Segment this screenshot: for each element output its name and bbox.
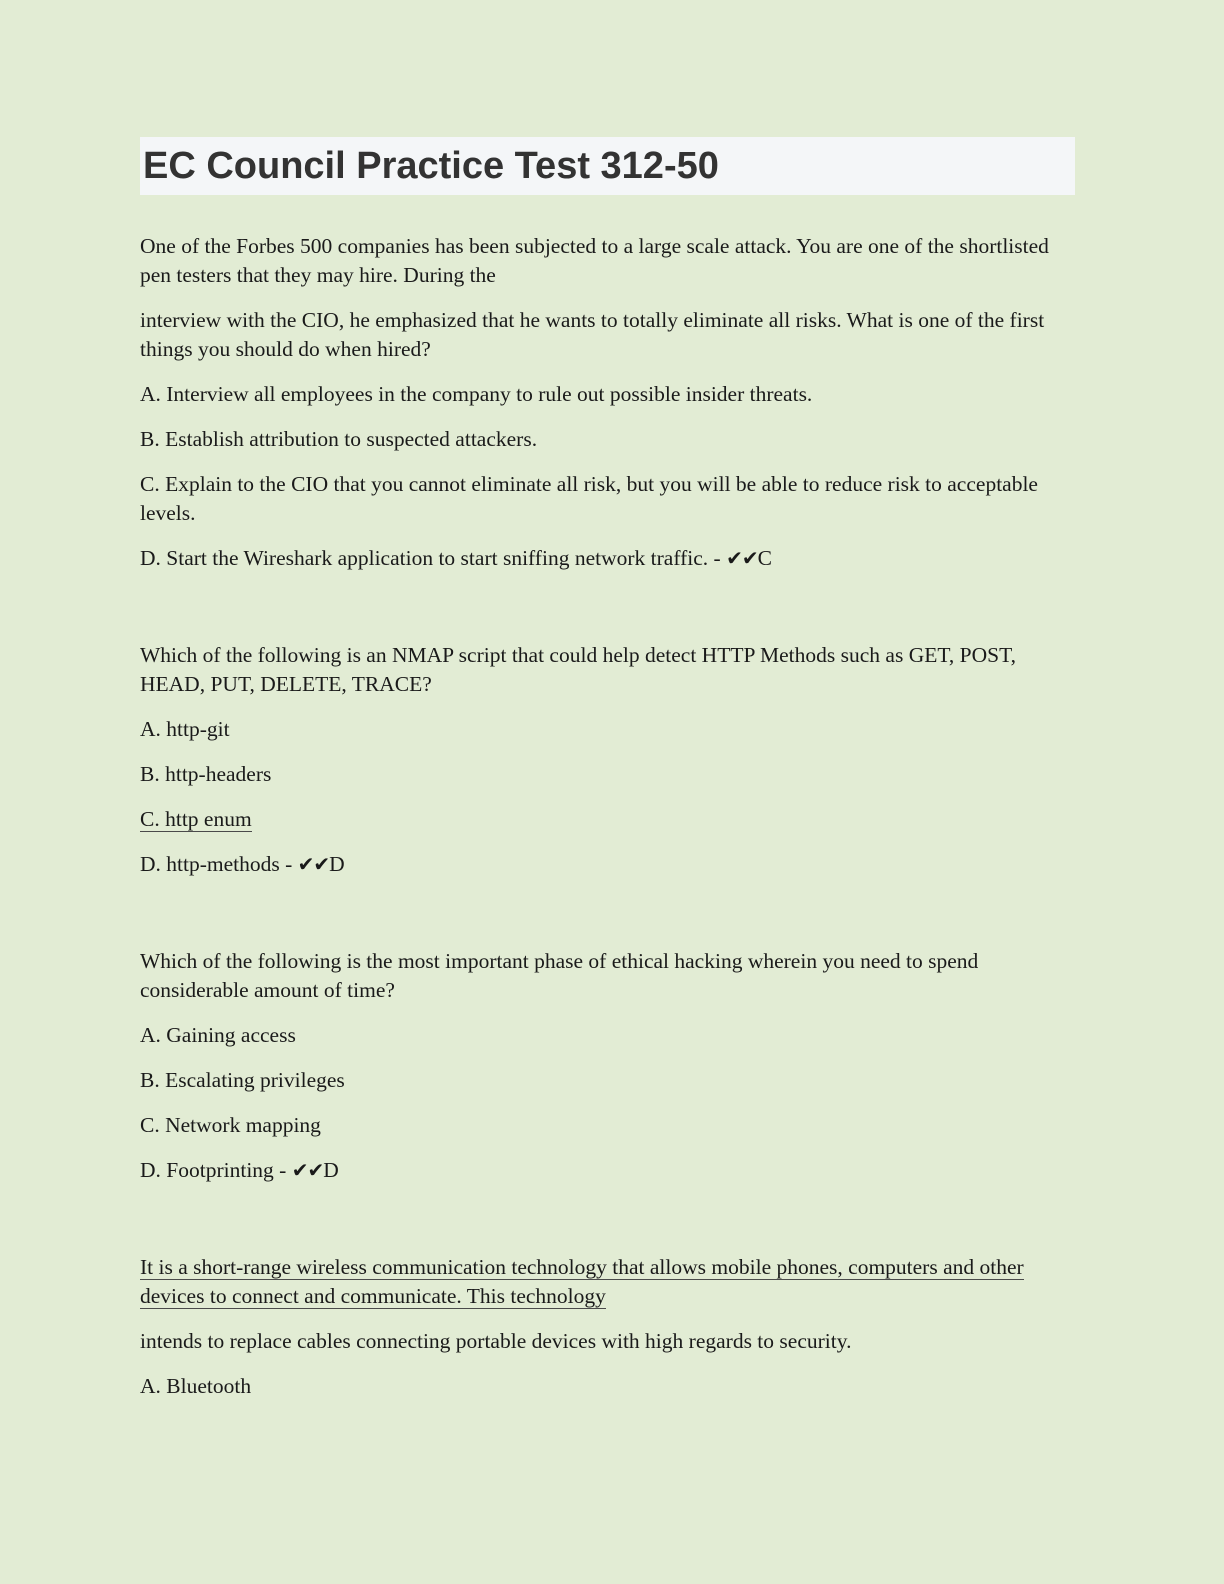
correct-answer-letter: D	[329, 852, 345, 876]
question-block	[140, 947, 1070, 1185]
section-spacer	[140, 589, 1070, 641]
question-block	[140, 1253, 1070, 1401]
correct-answer-letter: C	[757, 546, 772, 570]
answer-option-text: D. Start the Wireshark application to start sniffing network traffic. -	[140, 546, 727, 570]
answer-option	[140, 805, 1070, 834]
answer-option: B. http-headers	[140, 762, 272, 786]
question-text-line: Which of the following is the most important phase of ethical hacking wherein you need to spend considerable amount of time?	[140, 949, 979, 1002]
answer-option: B. Escalating privileges	[140, 1068, 345, 1092]
answer-option: A. http-git	[140, 717, 230, 741]
section-spacer	[140, 895, 1070, 947]
question-block	[140, 232, 1070, 573]
answer-option-text: D. http-methods -	[140, 852, 298, 876]
answer-option: A. Interview all employees in the company to rule out possible insider threats.	[140, 382, 813, 406]
answer-option-text: D. Footprinting -	[140, 1158, 292, 1182]
question-text-line: One of the Forbes 500 companies has been subjected to a large scale attack. You are one of the shortlisted pen testers that they may hire. During the	[140, 234, 1049, 287]
check-mark-icon: ✔✔	[726, 546, 758, 570]
question-block	[140, 641, 1070, 879]
question-text-line: Which of the following is an NMAP script that could help detect HTTP Methods such as GET, POST, HEAD, PUT, DELETE, TRACE?	[140, 643, 1016, 696]
answer-option: C. Network mapping	[140, 1113, 321, 1137]
page-title: EC Council Practice Test 312-50	[143, 145, 719, 187]
answer-option-with-key	[140, 850, 1070, 879]
answer-option: C. Explain to the CIO that you cannot eliminate all risk, but you will be able to reduce risk to acceptable levels.	[140, 472, 1038, 525]
document-body	[140, 232, 1070, 1417]
answer-option-with-key	[140, 544, 1070, 573]
answer-option: A. Bluetooth	[140, 1374, 252, 1398]
correct-answer-letter: D	[323, 1158, 339, 1182]
question-text-line	[140, 1253, 1070, 1311]
answer-option-with-key	[140, 1156, 1070, 1185]
question-text-line: interview with the CIO, he emphasized that he wants to totally eliminate all risks. What is one of the first things you should do when hired?	[140, 308, 1045, 361]
question-text: It is a short-range wireless communication technology that allows mobile phones, computers and other devices to connect and communicate. This technology	[140, 1255, 1024, 1308]
check-mark-icon: ✔✔	[291, 1158, 324, 1182]
section-spacer	[140, 1201, 1070, 1253]
answer-option-text: C. http enum	[140, 807, 252, 831]
answer-option: B. Establish attribution to suspected attackers.	[140, 427, 538, 451]
check-mark-icon: ✔✔	[297, 852, 330, 876]
question-text-line: intends to replace cables connecting portable devices with high regards to security.	[140, 1329, 852, 1353]
answer-option: A. Gaining access	[140, 1023, 296, 1047]
